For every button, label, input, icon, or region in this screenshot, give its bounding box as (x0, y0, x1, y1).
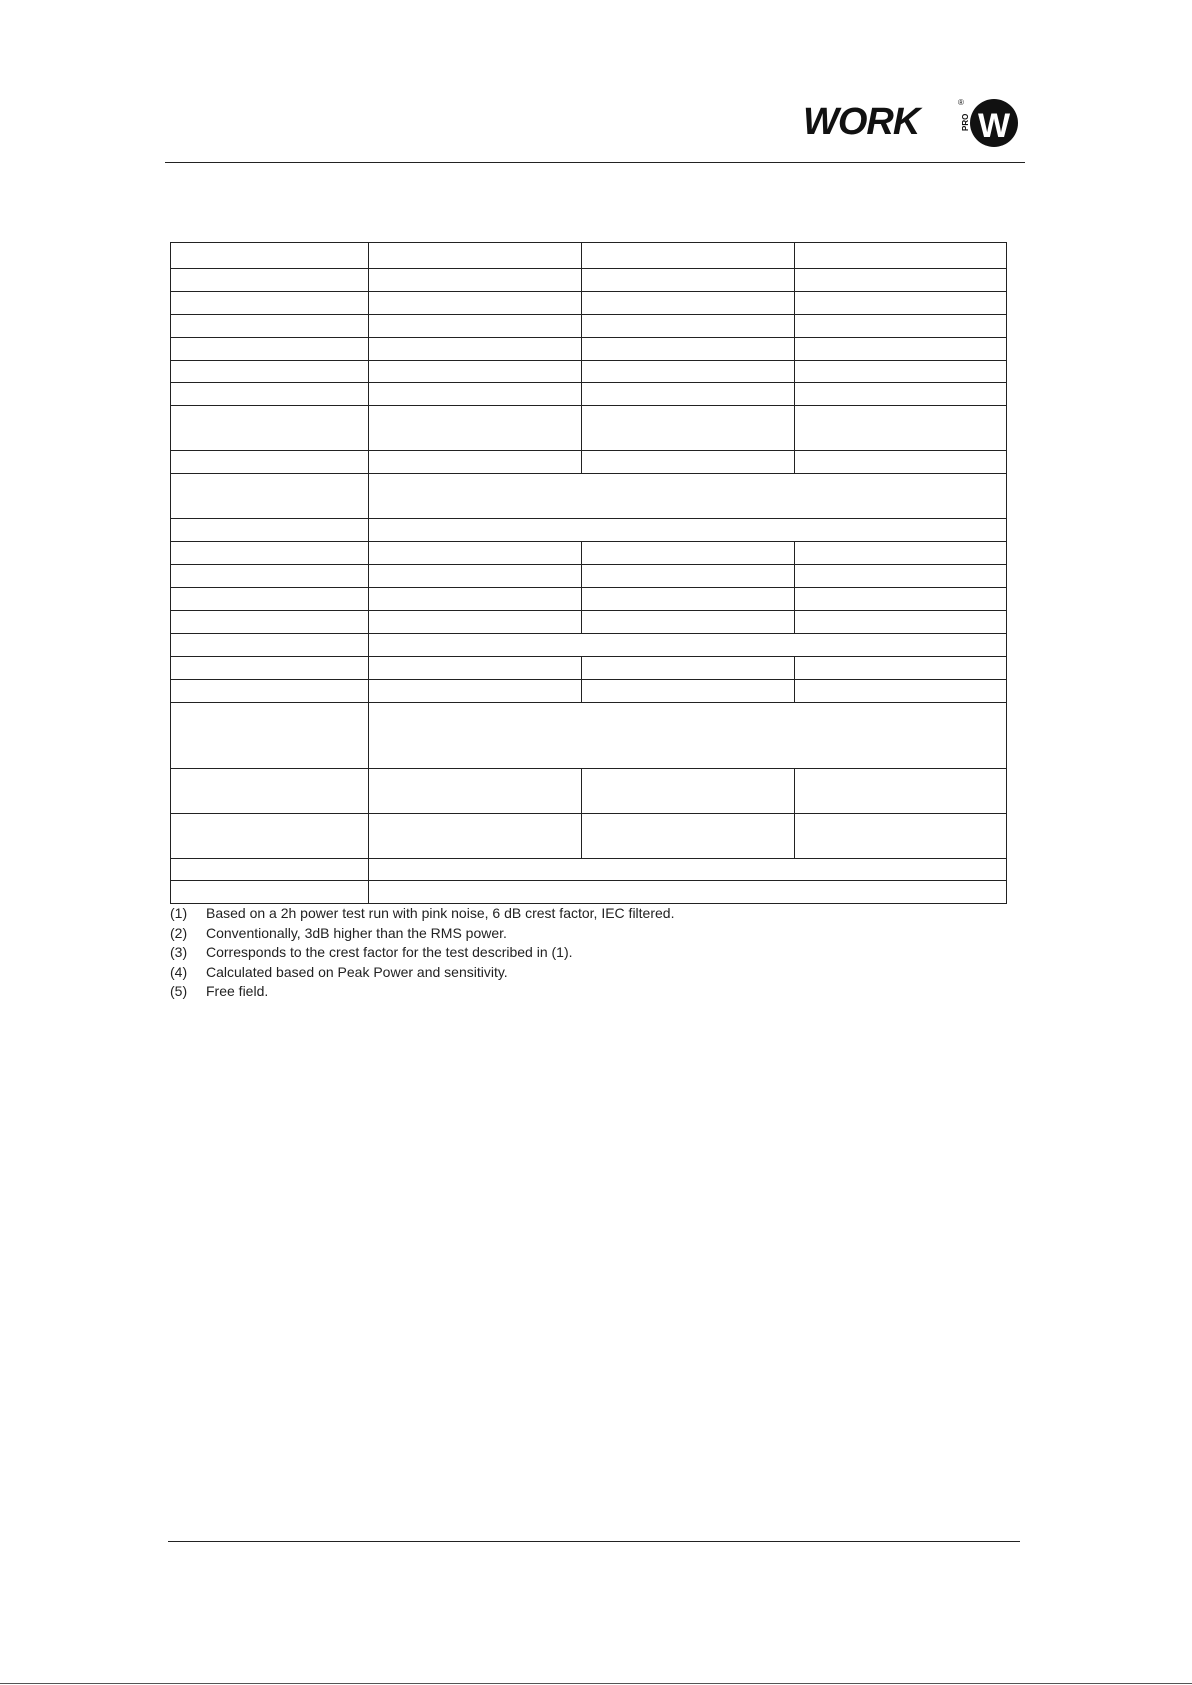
spec-label-cell (171, 565, 369, 588)
spec-table-row (171, 634, 1007, 657)
spec-table-row (171, 474, 1007, 519)
spec-label-cell (171, 657, 369, 680)
spec-value-cell (795, 565, 1007, 588)
spec-table-row (171, 406, 1007, 451)
spec-label-cell (171, 361, 369, 383)
spec-label-cell (171, 292, 369, 315)
spec-value-cell (582, 361, 795, 383)
spec-value-cell (795, 315, 1007, 338)
spec-value-cell (369, 680, 582, 703)
footnote-item (170, 982, 674, 1002)
spec-value-cell (582, 542, 795, 565)
spec-label-cell (171, 769, 369, 814)
spec-value-cell (795, 657, 1007, 680)
spec-value-cell (369, 361, 582, 383)
spec-value-cell (795, 451, 1007, 474)
spec-value-cell (369, 292, 582, 315)
logo-wordmark: WORK (803, 101, 920, 143)
spec-label-cell (171, 542, 369, 565)
spec-table-row (171, 292, 1007, 315)
spec-value-cell (795, 243, 1007, 269)
spec-value-cell (369, 383, 582, 406)
spec-value-cell (582, 406, 795, 451)
spec-label-cell (171, 315, 369, 338)
spec-table-row (171, 769, 1007, 814)
footnote-text: Based on a 2h power test run with pink noise, 6 dB crest factor, IEC filtered. (206, 905, 675, 921)
spec-value-cell (369, 338, 582, 361)
spec-value-cell (369, 611, 582, 634)
footnote-text: Corresponds to the crest factor for the test described in (1). (206, 944, 573, 960)
spec-label-cell (171, 474, 369, 519)
spec-value-cell (582, 657, 795, 680)
spec-table-row (171, 703, 1007, 769)
spec-label-cell (171, 383, 369, 406)
spec-value-cell (369, 769, 582, 814)
spec-table-row (171, 859, 1007, 881)
spec-value-cell (582, 243, 795, 269)
footnote-item (170, 963, 674, 983)
spec-value-cell (369, 881, 1007, 904)
spec-value-cell (795, 383, 1007, 406)
spec-table-body (171, 243, 1007, 904)
footnotes-list (170, 904, 674, 1002)
spec-value-cell (795, 269, 1007, 292)
footnote-text: Calculated based on Peak Power and sensitivity. (206, 963, 508, 980)
spec-value-cell (369, 657, 582, 680)
footnote-text: Free field. (206, 983, 269, 999)
spec-table-row (171, 611, 1007, 634)
page-bottom-edge (0, 1683, 1192, 1684)
spec-label-cell (171, 406, 369, 451)
spec-table-row (171, 361, 1007, 383)
spec-value-cell (795, 406, 1007, 451)
workpro-logo-icon (803, 96, 1021, 150)
spec-table (170, 242, 1007, 904)
spec-value-cell (369, 474, 1007, 519)
spec-label-cell (171, 243, 369, 269)
footnote-number: (4) (170, 963, 188, 980)
spec-value-cell (582, 292, 795, 315)
footnote-item (170, 924, 674, 944)
spec-value-cell (369, 542, 582, 565)
spec-value-cell (369, 703, 1007, 769)
spec-value-cell (795, 292, 1007, 315)
spec-table-row (171, 565, 1007, 588)
spec-table-row (171, 383, 1007, 406)
spec-table-row (171, 542, 1007, 565)
spec-value-cell (369, 243, 582, 269)
spec-value-cell (795, 814, 1007, 859)
spec-value-cell (582, 680, 795, 703)
spec-value-cell (582, 565, 795, 588)
spec-value-cell (369, 519, 1007, 542)
spec-label-cell (171, 859, 369, 881)
spec-value-cell (795, 338, 1007, 361)
logo-w-mark: W (977, 107, 1011, 145)
spec-value-cell (582, 383, 795, 406)
spec-value-cell (582, 769, 795, 814)
footnote-item (170, 943, 674, 963)
spec-value-cell (582, 814, 795, 859)
spec-label-cell (171, 881, 369, 904)
spec-label-cell (171, 451, 369, 474)
footnote-number: (1) (170, 905, 188, 921)
logo-registered-mark: ® (958, 98, 964, 107)
spec-label-cell (171, 338, 369, 361)
footnote-number: (3) (170, 944, 188, 960)
spec-label-cell (171, 588, 369, 611)
spec-label-cell (171, 703, 369, 769)
spec-table-row (171, 881, 1007, 904)
spec-value-cell (582, 451, 795, 474)
footnote-number: (2) (170, 924, 188, 941)
spec-value-cell (795, 588, 1007, 611)
spec-label-cell (171, 634, 369, 657)
spec-value-cell (795, 542, 1007, 565)
spec-table-row (171, 451, 1007, 474)
spec-table-row (171, 338, 1007, 361)
spec-value-cell (369, 269, 582, 292)
spec-value-cell (369, 565, 582, 588)
spec-table-row (171, 519, 1007, 542)
spec-label-cell (171, 814, 369, 859)
spec-label-cell (171, 519, 369, 542)
spec-value-cell (369, 859, 1007, 881)
spec-table-row (171, 588, 1007, 611)
spec-label-cell (171, 680, 369, 703)
spec-table-row (171, 269, 1007, 292)
spec-value-cell (369, 588, 582, 611)
spec-table-row (171, 243, 1007, 269)
spec-value-cell (369, 406, 582, 451)
spec-value-cell (582, 338, 795, 361)
spec-value-cell (582, 611, 795, 634)
spec-value-cell (582, 269, 795, 292)
spec-value-cell (795, 611, 1007, 634)
spec-value-cell (369, 814, 582, 859)
spec-value-cell (369, 451, 582, 474)
logo-pro-label: PRO (961, 113, 970, 131)
footnote-number: (5) (170, 983, 188, 999)
spec-value-cell (795, 361, 1007, 383)
spec-value-cell (582, 315, 795, 338)
spec-table-row (171, 315, 1007, 338)
footer-divider (168, 1541, 1020, 1542)
spec-value-cell (369, 634, 1007, 657)
spec-value-cell (582, 588, 795, 611)
spec-table-row (171, 814, 1007, 859)
spec-value-cell (795, 680, 1007, 703)
spec-value-cell (795, 769, 1007, 814)
spec-table-row (171, 657, 1007, 680)
spec-table-row (171, 680, 1007, 703)
spec-value-cell (369, 315, 582, 338)
spec-label-cell (171, 269, 369, 292)
footnote-item (170, 904, 674, 924)
spec-label-cell (171, 611, 369, 634)
footnote-text: Conventionally, 3dB higher than the RMS power. (206, 924, 507, 941)
header-divider (165, 162, 1025, 163)
